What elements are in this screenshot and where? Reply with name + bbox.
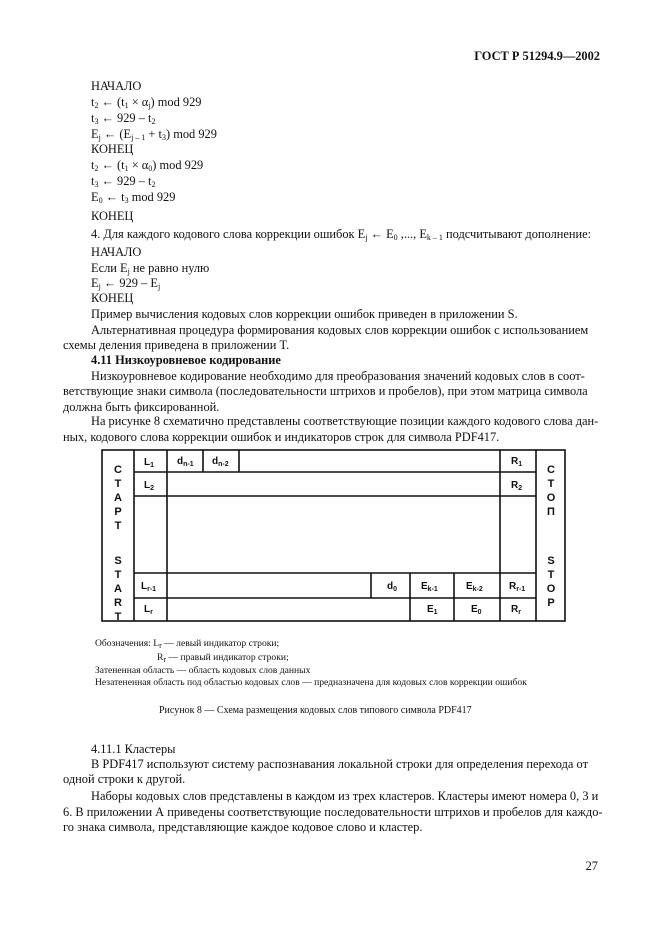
start-en-a: A xyxy=(114,583,122,595)
cell-r-r: $R_r$ xyxy=(511,604,521,616)
stop-ru-o: О xyxy=(546,492,556,504)
algo1-line4: $t_2$ ← $(t_1 \times \alpha_0)$ mod 929 xyxy=(91,158,204,173)
diagram-outer-frame xyxy=(102,450,565,621)
cell-e1: $E_1$ xyxy=(427,604,438,616)
step4-text: 4. Для каждого кодового слова коррекции ошибок $E_j$ ← $E_0$ ,..., $E_{k - 1}$ подсчитывают дополнение: xyxy=(91,227,592,242)
start-ru-t2: Т xyxy=(114,520,122,532)
algo1-line5: $t_3$ ← $929 - t_2$ xyxy=(91,174,156,189)
algo1-begin: НАЧАЛО xyxy=(91,79,142,93)
pdf417-structure-diagram xyxy=(101,449,566,623)
algo2-if: Если $E_j$ не равно нулю xyxy=(91,261,210,276)
page-number: 27 xyxy=(585,859,598,873)
figure-caption: Рисунок 8 — Схема размещения кодовых слов типового символа PDF417 xyxy=(159,705,472,716)
para-clusters-line1: В PDF417 используют систему распознавания локальной строки для определения перехода от xyxy=(91,757,588,771)
para-alt-line2: схемы деления приведена в приложении T. xyxy=(63,338,290,352)
legend-left-indicator: Обозначения: $L_r$ — левый индикатор строки; xyxy=(95,638,280,650)
algo1-end2: КОНЕЦ xyxy=(91,209,134,223)
algo2-begin: НАЧАЛО xyxy=(91,245,142,259)
cell-r-r-1: $R_{r-1}$ xyxy=(509,581,526,593)
para-example: Пример вычисления кодовых слов коррекции ошибок приведен в приложении S. xyxy=(91,307,518,321)
section-heading-4-11-1: 4.11.1 Кластеры xyxy=(91,742,176,756)
start-en-t2: T xyxy=(114,611,122,623)
cell-l-r: $L_r$ xyxy=(144,604,153,616)
para-low-line3: должна быть фиксированной. xyxy=(63,400,220,414)
para-alt-line1: Альтернативная процедура формирования кодовых слов коррекции ошибок с использованием xyxy=(91,323,589,337)
stop-en-t: T xyxy=(547,569,555,581)
standard-header: ГОСТ Р 51294.9—2002 xyxy=(474,49,600,63)
start-ru-c: С xyxy=(114,464,122,476)
cell-d-n-2: $d_{n-2}$ xyxy=(212,456,229,468)
legend-unshaded: Незатененная область под областью кодовых слов — предназначена для кодовых слов коррекции ошибок xyxy=(95,677,527,688)
stop-en-p: P xyxy=(547,597,555,609)
algo1-end: КОНЕЦ xyxy=(91,142,134,156)
cell-e-k-2: $E_{k-2}$ xyxy=(466,581,483,593)
cell-r2: $R_2$ xyxy=(511,480,523,492)
legend-shaded: Затененная область — область кодовых слов данных xyxy=(95,665,311,676)
stop-ru-t: Т xyxy=(547,478,555,490)
cell-d0: $d_0$ xyxy=(387,581,398,593)
cell-r1: $R_1$ xyxy=(511,456,523,468)
start-en-r: R xyxy=(114,597,122,609)
legend-right-indicator: $R_r$ — правый индикатор строки; xyxy=(157,652,289,664)
cell-d-n-1: $d_{n-1}$ xyxy=(177,456,194,468)
para-clusters-line2: одной строки к другой. xyxy=(63,772,186,786)
start-ru-r: Р xyxy=(114,506,122,518)
stop-en-s: S xyxy=(547,555,555,567)
para-fig-line2: ных, кодового слова коррекции ошибок и индикаторов строк для символа PDF417. xyxy=(63,430,500,444)
section-heading-4-11: 4.11 Низкоуровневое кодирование xyxy=(91,353,281,367)
cell-e-k-1: $E_{k-1}$ xyxy=(421,581,438,593)
algo1-line1: $t_2$ ← $(t_1 \times \alpha_j)$ mod 929 xyxy=(91,95,202,110)
stop-ru-c: С xyxy=(547,464,555,476)
algo1-line2: $t_3$ ← $929 - t_2$ xyxy=(91,111,156,126)
para-clusters-line4: 6. В приложении А приведены соответствующие последовательности штрихов и пробелов для каждо- xyxy=(63,805,603,819)
cell-l1: $L_1$ xyxy=(144,457,155,469)
cell-l2: $L_2$ xyxy=(144,480,155,492)
para-fig-line1: На рисунке 8 схематично представлены соответствующие позиции каждого кодового слова дан- xyxy=(91,414,599,428)
start-en-s: S xyxy=(114,555,122,567)
para-clusters-line3: Наборы кодовых слов представлены в каждом из трех кластеров. Кластеры имеют номера 0, 3 и xyxy=(91,789,599,803)
start-ru-t: Т xyxy=(114,478,122,490)
para-clusters-line5: го знака символа, представляющие каждое кодовое слово и кластер. xyxy=(63,820,423,834)
cell-e0: $E_0$ xyxy=(471,604,482,616)
stop-ru-p: П xyxy=(547,506,555,518)
start-ru-a: А xyxy=(114,492,122,504)
algo1-line3: $E_j$ ← $(E_{j - 1} + t_3)$ mod 929 xyxy=(91,127,217,142)
algo1-line6: $E_0$ ← $t_3$ mod 929 xyxy=(91,190,176,205)
algo2-assign: $E_j$ ← $929 - E_j$ xyxy=(91,276,161,291)
stop-en-o: O xyxy=(546,583,556,595)
para-low-line2: ветствующие знаки символа (последовательности штрихов и пробелов), при этом матрица символа xyxy=(63,384,588,398)
para-low-line1: Низкоуровневое кодирование необходимо для преобразования значений кодовых слов в соот- xyxy=(91,369,585,383)
cell-l-r-1: $L_{r-1}$ xyxy=(141,581,157,593)
algo2-end: КОНЕЦ xyxy=(91,291,134,305)
start-en-t: T xyxy=(114,569,122,581)
